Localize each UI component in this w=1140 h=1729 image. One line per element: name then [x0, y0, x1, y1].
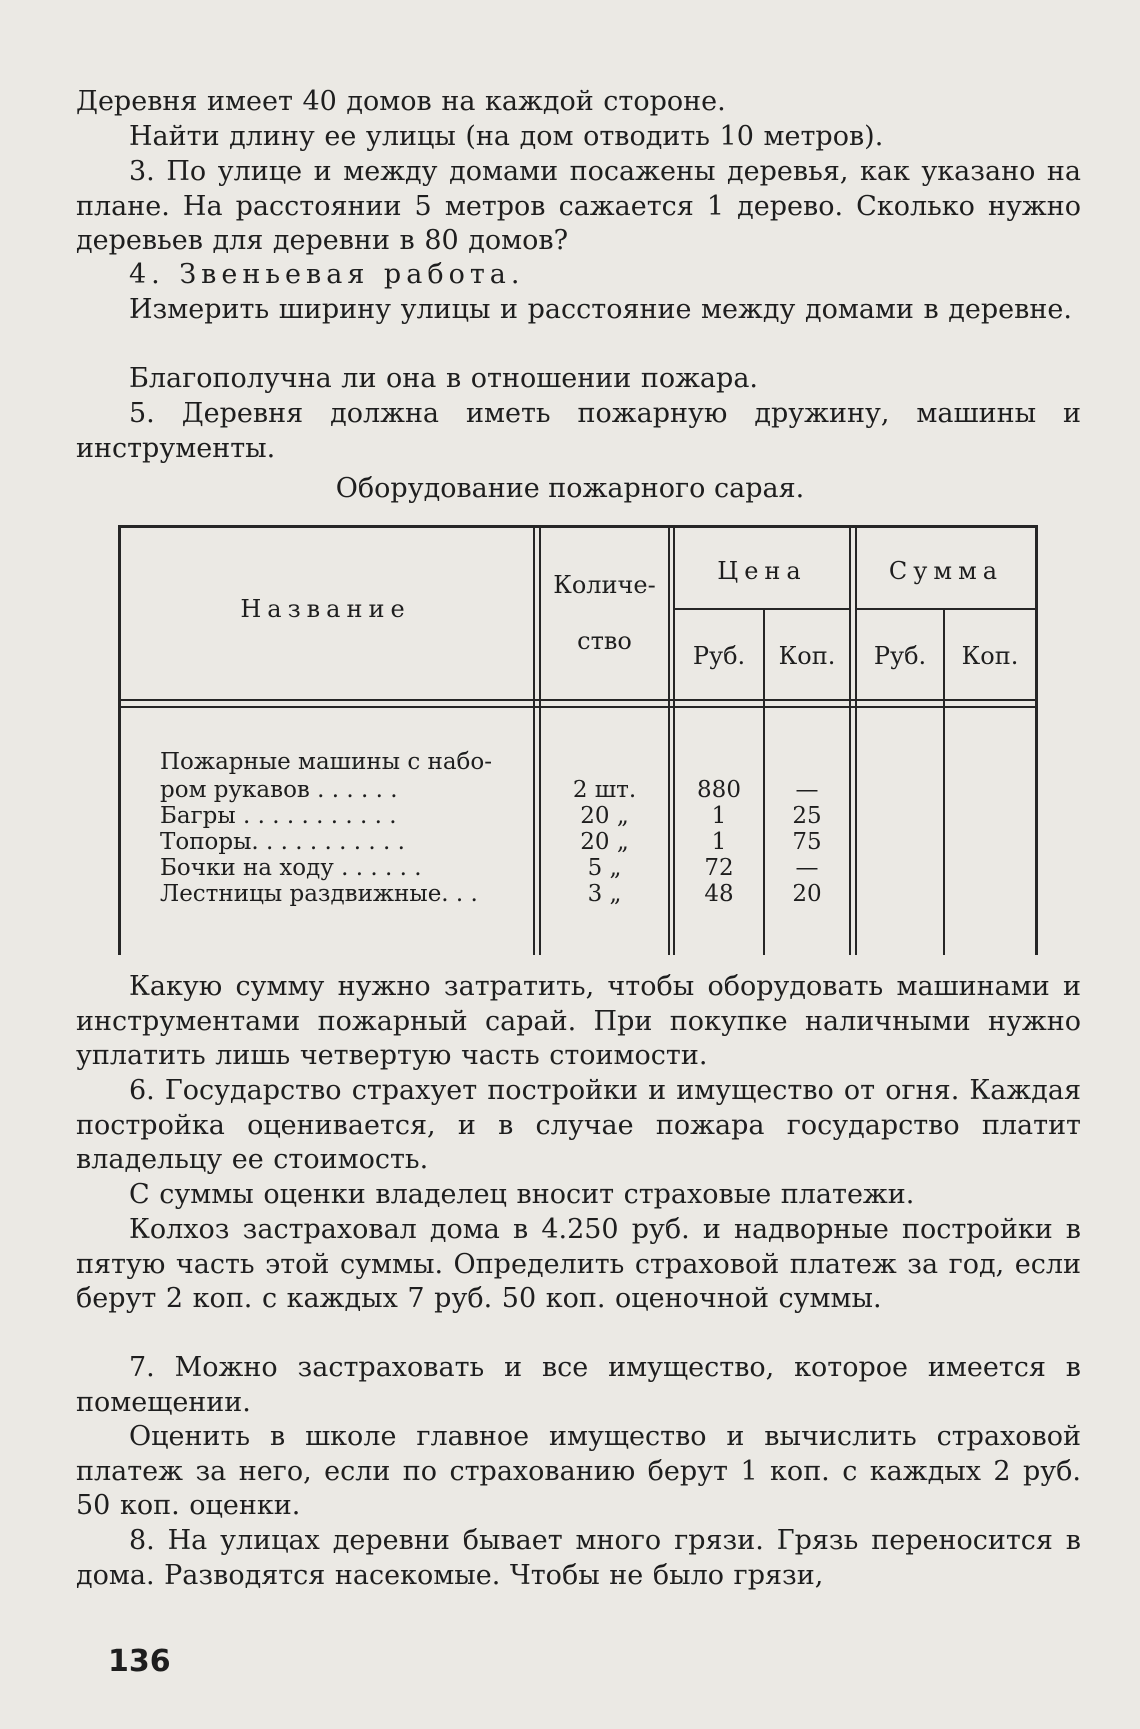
header-name: Название — [240, 595, 411, 623]
table-cell-price-kop: — — [795, 777, 819, 803]
paragraph: 5. Деревня должна иметь пожарную дружину, машины и инструменты. — [76, 398, 1081, 464]
header-quantity: Количе- — [553, 571, 656, 599]
paragraph: Колхоз застраховал дома в 4.250 руб. и надворные постройки в пятую часть этой суммы. Определить страховой платеж за год, если берут 2 коп. с каждых 7 руб. 50 коп. оценочной суммы. — [76, 1214, 1081, 1314]
table-cell-name: Пожарные машины с набо- — [160, 749, 493, 775]
table-caption: Оборудование пожарного сарая. — [335, 473, 805, 504]
paragraph: Измерить ширину улицы и расстояние между домами в деревне. — [129, 294, 1072, 325]
paragraph: 8. На улицах деревни бывает много грязи. Грязь переносится в дома. Разводятся насекомые. Чтобы не было грязи, — [76, 1525, 1081, 1591]
page-number: 136 — [108, 1644, 171, 1679]
table-cell-quantity: 20 „ — [580, 803, 629, 829]
table-border-right — [1035, 525, 1038, 955]
paragraph: Найти длину ее улицы (на дом отводить 10 метров). — [129, 121, 884, 152]
table-cell-name: Багры . . . . . . . . . . . — [160, 803, 397, 829]
paragraph: 7. Можно застраховать и все имущество, которое имеется в помещении. — [76, 1352, 1081, 1418]
header-separator — [118, 706, 1038, 708]
paragraph-heading: 4. Звеньевая работа. — [129, 259, 525, 290]
table-cell-price-kop: 25 — [792, 803, 822, 829]
table-cell-price-rub: 1 — [711, 829, 727, 855]
header-price-rub: Руб. — [692, 642, 746, 670]
header-separator — [118, 699, 1038, 701]
paragraph: Деревня имеет 40 домов на каждой стороне. — [76, 86, 726, 117]
column-divider — [855, 525, 857, 955]
paragraph: 3. По улице и между домами посажены деревья, как указано на плане. На расстоянии 5 метров сажается 1 дерево. Сколько нужно деревьев для деревни в 80 домов? — [76, 156, 1081, 256]
paragraph: Какую сумму нужно затратить, чтобы оборудовать машинами и инструментами пожарный сарай. При покупке наличными нужно уплатить лишь четвертую часть стоимости. — [76, 971, 1081, 1071]
table-cell-price-rub: 72 — [704, 855, 734, 881]
table-cell-name: Топоры. . . . . . . . . . . — [160, 829, 405, 855]
paragraph: Оценить в школе главное имущество и вычислить страховой платеж за него, если по страхованию берут 1 коп. с каждых 2 руб. 50 коп. оценки. — [76, 1421, 1081, 1521]
header-sum-kop: Коп. — [961, 642, 1019, 670]
table-border-top — [118, 525, 1038, 528]
table-cell-name: Бочки на ходу . . . . . . — [160, 855, 422, 881]
column-divider — [668, 525, 670, 955]
table-cell-price-kop: — — [795, 855, 819, 881]
paragraph: Благополучна ли она в отношении пожара. — [129, 363, 758, 394]
header-quantity: ство — [577, 627, 632, 655]
table-cell-price-rub: 48 — [704, 881, 734, 907]
header-price-kop: Коп. — [778, 642, 836, 670]
table-cell-name: Лестницы раздвижные. . . — [160, 881, 478, 907]
equipment-table — [118, 525, 1038, 955]
table-border-left — [118, 525, 121, 955]
table-cell-quantity: 3 „ — [587, 881, 622, 907]
subheader-line — [674, 608, 851, 610]
table-cell-quantity: 20 „ — [580, 829, 629, 855]
subheader-line — [856, 608, 1036, 610]
paragraph: 6. Государство страхует постройки и имущество от огня. Каждая постройка оценивается, и в случае пожара государство платит владельцу ее стоимость. — [76, 1075, 1081, 1175]
header-sum: Сумма — [888, 557, 1004, 585]
column-divider — [849, 525, 851, 955]
table-cell-quantity: 2 шт. — [572, 777, 637, 803]
table-cell-name: ром рукавов . . . . . . — [160, 777, 398, 803]
header-price: Цена — [717, 557, 807, 585]
paragraph: С суммы оценки владелец вносит страховые платежи. — [129, 1179, 915, 1210]
column-divider — [533, 525, 535, 955]
table-cell-quantity: 5 „ — [587, 855, 622, 881]
table-cell-price-kop: 75 — [792, 829, 822, 855]
table-cell-price-kop: 20 — [792, 881, 822, 907]
table-cell-price-rub: 880 — [697, 777, 741, 803]
header-sum-rub: Руб. — [873, 642, 927, 670]
table-cell-price-rub: 1 — [711, 803, 727, 829]
